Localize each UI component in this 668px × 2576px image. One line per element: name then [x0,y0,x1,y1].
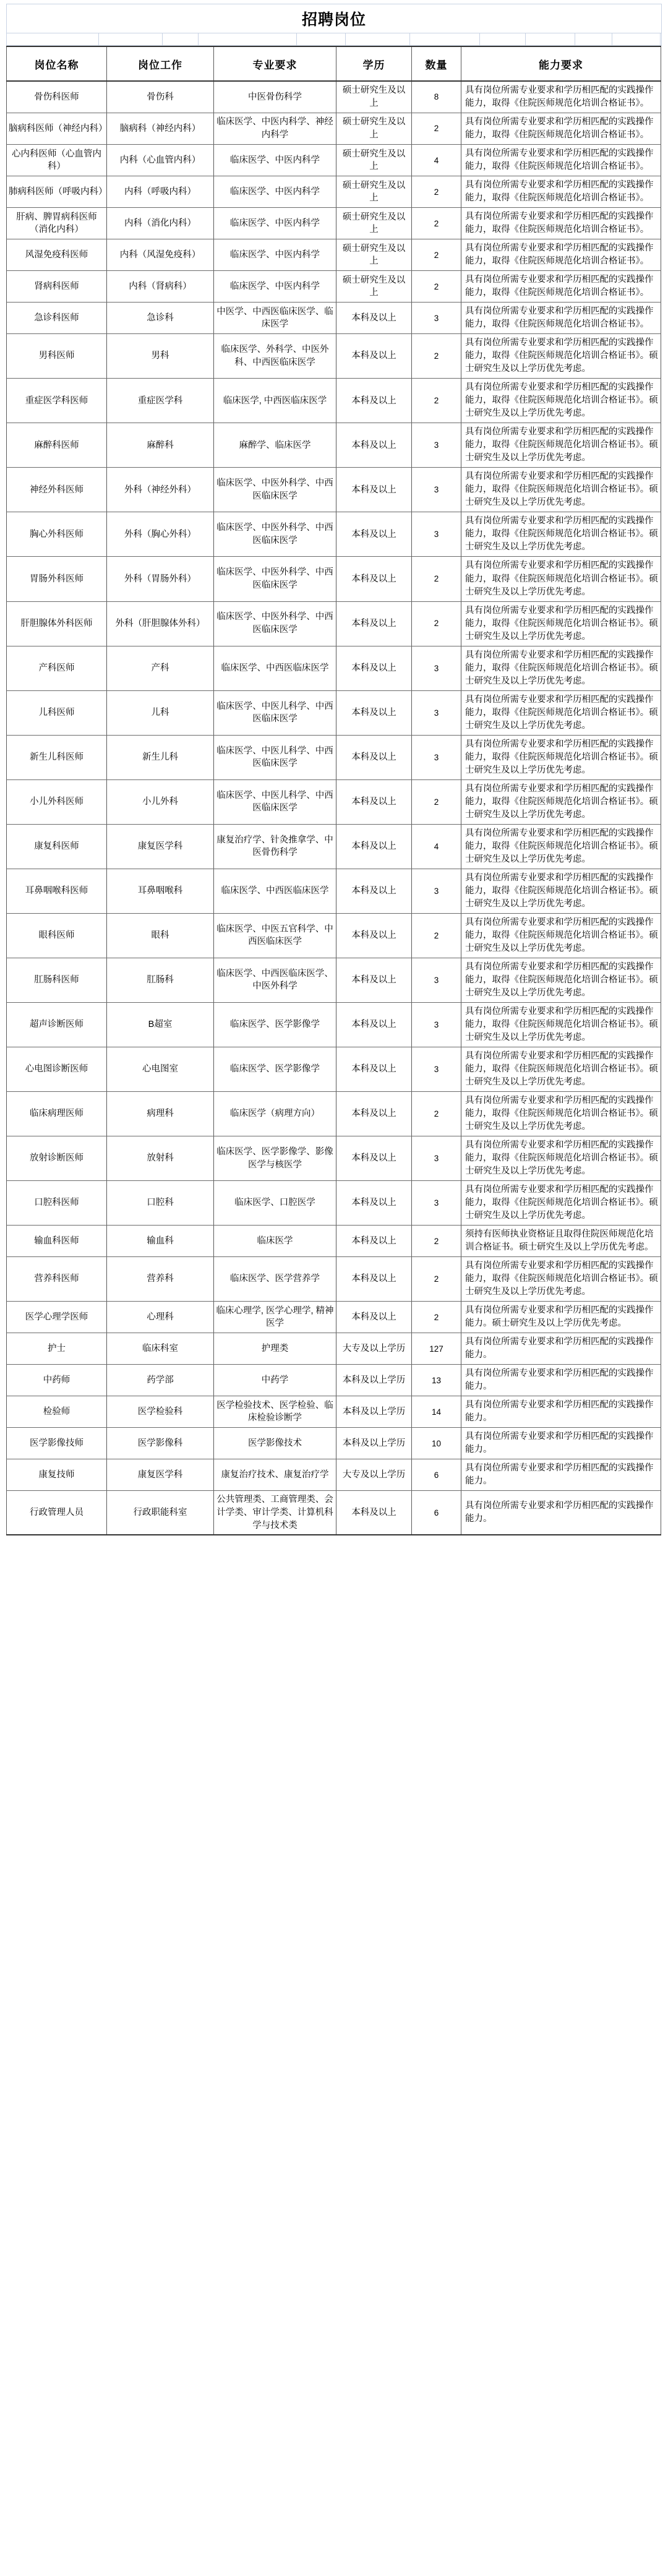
cell-dept: 小儿外科 [107,779,214,824]
cell-req: 具有岗位所需专业要求和学历相匹配的实践操作能力，取得《住院医师规范化培训合格证书》。硕士研究生及以上学历优先考虑。 [461,1257,661,1302]
cell-dept: 康复医学科 [107,824,214,869]
cell-name: 急诊科医师 [7,303,107,334]
cell-edu: 本科及以上 [336,1136,412,1181]
cell-dept: 外科（胃肠外科） [107,557,214,601]
cell-qty: 6 [412,1491,461,1535]
recruitment-sheet [0,4,668,1535]
table-row [7,1396,661,1428]
cell-major: 临床医学、医学影像学 [214,1047,336,1092]
cell-qty: 2 [412,1092,461,1136]
cell-qty: 2 [412,208,461,239]
cell-name: 胃肠外科医师 [7,557,107,601]
cell-req: 具有岗位所需专业要求和学历相匹配的实践操作能力。 [461,1428,661,1459]
cell-dept: 脑病科（神经内科） [107,113,214,145]
cell-dept: 输血科 [107,1226,214,1257]
cell-edu: 硕士研究生及以上 [336,145,412,176]
cell-dept: 外科（肝胆腺体外科） [107,601,214,646]
cell-qty: 2 [412,379,461,423]
cell-req: 具有岗位所需专业要求和学历相匹配的实践操作能力，取得《住院医师规范化培训合格证书》。 [461,113,661,145]
cell-req: 具有岗位所需专业要求和学历相匹配的实践操作能力，取得《住院医师规范化培训合格证书》。硕士研究生及以上学历优先考虑。 [461,958,661,1002]
cell-qty: 3 [412,303,461,334]
table-row [7,176,661,208]
cell-req: 具有岗位所需专业要求和学历相匹配的实践操作能力，取得《住院医师规范化培训合格证书》。硕士研究生及以上学历优先考虑。 [461,1136,661,1181]
cell-name: 输血科医师 [7,1226,107,1257]
cell-dept: 临床科室 [107,1333,214,1365]
title-band [6,4,662,33]
cell-major: 康复治疗技术、康复治疗学 [214,1459,336,1491]
cell-qty: 3 [412,735,461,779]
cell-edu: 硕士研究生及以上 [336,176,412,208]
cell-req: 具有岗位所需专业要求和学历相匹配的实践操作能力，取得《住院医师规范化培训合格证书》。硕士研究生及以上学历优先考虑。 [461,334,661,379]
cell-name: 重症医学科医师 [7,379,107,423]
cell-name: 小儿外科医师 [7,779,107,824]
cell-major: 康复治疗学、针灸推拿学、中医骨伤科学 [214,824,336,869]
cell-major: 医学影像技术 [214,1428,336,1459]
cell-qty: 2 [412,779,461,824]
cell-major: 公共管理类、工商管理类、会计学类、审计学类、计算机科学与技术类 [214,1491,336,1535]
cell-major: 临床医学、中西医临床医学 [214,646,336,690]
cell-major: 中医学、中西医临床医学、临床医学 [214,303,336,334]
cell-edu: 本科及以上学历 [336,1428,412,1459]
cell-edu: 硕士研究生及以上 [336,113,412,145]
cell-req: 具有岗位所需专业要求和学历相匹配的实践操作能力，取得《住院医师规范化培训合格证书》。硕士研究生及以上学历优先考虑。 [461,1181,661,1226]
cell-qty: 2 [412,334,461,379]
cell-qty: 4 [412,824,461,869]
cell-req: 具有岗位所需专业要求和学历相匹配的实践操作能力，取得《住院医师规范化培训合格证书》。硕士研究生及以上学历优先考虑。 [461,379,661,423]
cell-req: 具有岗位所需专业要求和学历相匹配的实践操作能力，取得《住院医师规范化培训合格证书》。硕士研究生及以上学历优先考虑。 [461,512,661,557]
recruitment-table [6,46,661,1535]
cell-qty: 3 [412,1181,461,1226]
cell-major: 临床医学、中医内科学 [214,145,336,176]
cell-dept: 耳鼻咽喉科 [107,869,214,913]
table-row [7,913,661,958]
table-row [7,113,661,145]
cell-edu: 本科及以上 [336,557,412,601]
cell-major: 临床医学、中医内科学 [214,208,336,239]
cell-edu: 本科及以上 [336,779,412,824]
cell-qty: 2 [412,1226,461,1257]
cell-qty: 2 [412,176,461,208]
table-row [7,1491,661,1535]
cell-dept: 男科 [107,334,214,379]
cell-req: 具有岗位所需专业要求和学历相匹配的实践操作能力。 [461,1491,661,1535]
cell-major: 麻醉学、临床医学 [214,423,336,468]
cell-dept: 眼科 [107,913,214,958]
cell-major: 临床医学（病理方向） [214,1092,336,1136]
cell-major: 临床医学、中医外科学、中西医临床医学 [214,468,336,512]
cell-major: 临床医学、中医儿科学、中西医临床医学 [214,779,336,824]
cell-major: 临床医学、中医内科学 [214,239,336,271]
cell-edu: 本科及以上 [336,1092,412,1136]
cell-dept: 麻醉科 [107,423,214,468]
cell-req: 具有岗位所需专业要求和学历相匹配的实践操作能力，取得《住院医师规范化培训合格证书》。 [461,176,661,208]
cell-qty: 3 [412,423,461,468]
cell-major: 临床医学, 中西医临床医学 [214,379,336,423]
cell-edu: 本科及以上 [336,690,412,735]
cell-edu: 本科及以上 [336,468,412,512]
cell-major: 临床医学、中医外科学、中西医临床医学 [214,512,336,557]
cell-req: 具有岗位所需专业要求和学历相匹配的实践操作能力，取得《住院医师规范化培训合格证书》。 [461,208,661,239]
cell-major: 临床医学、外科学、中医外科、中西医临床医学 [214,334,336,379]
cell-qty: 3 [412,1002,461,1047]
cell-major: 中药学 [214,1365,336,1396]
cell-edu: 本科及以上 [336,1257,412,1302]
cell-name: 肝病、脾胃病科医师（消化内科） [7,208,107,239]
cell-req: 具有岗位所需专业要求和学历相匹配的实践操作能力，取得《住院医师规范化培训合格证书》。硕士研究生及以上学历优先考虑。 [461,423,661,468]
cell-dept: 内科（肾病科） [107,271,214,303]
table-row [7,208,661,239]
cell-qty: 2 [412,913,461,958]
cell-qty: 3 [412,690,461,735]
cell-name: 放射诊断医师 [7,1136,107,1181]
cell-edu: 大专及以上学历 [336,1333,412,1365]
cell-major: 临床心理学, 医学心理学, 精神医学 [214,1302,336,1333]
table-row [7,1428,661,1459]
cell-req: 具有岗位所需专业要求和学历相匹配的实践操作能力，取得《住院医师规范化培训合格证书》。 [461,239,661,271]
cell-req: 具有岗位所需专业要求和学历相匹配的实践操作能力，取得《住院医师规范化培训合格证书》。硕士研究生及以上学历优先考虑。 [461,735,661,779]
cell-major: 临床医学、医学影像学、影像医学与核医学 [214,1136,336,1181]
cell-qty: 4 [412,145,461,176]
cell-name: 行政管理人员 [7,1491,107,1535]
cell-edu: 硕士研究生及以上 [336,81,412,113]
cell-major: 临床医学、中医儿科学、中西医临床医学 [214,735,336,779]
cell-dept: 内科（风湿免疫科） [107,239,214,271]
cell-edu: 本科及以上 [336,303,412,334]
cell-req: 具有岗位所需专业要求和学历相匹配的实践操作能力。 [461,1365,661,1396]
table-row [7,601,661,646]
cell-req: 具有岗位所需专业要求和学历相匹配的实践操作能力，取得《住院医师规范化培训合格证书》。硕士研究生及以上学历优先考虑。 [461,824,661,869]
cell-edu: 本科及以上 [336,913,412,958]
cell-dept: 康复医学科 [107,1459,214,1491]
column-header-edu: 学历 [336,46,412,81]
cell-major: 临床医学、中医五官科学、中西医临床医学 [214,913,336,958]
table-row [7,303,661,334]
cell-name: 护士 [7,1333,107,1365]
table-row [7,690,661,735]
table-row [7,958,661,1002]
cell-name: 口腔科医师 [7,1181,107,1226]
table-row [7,1181,661,1226]
cell-major: 临床医学、中医内科学、神经内科学 [214,113,336,145]
cell-qty: 2 [412,271,461,303]
column-header-major: 专业要求 [214,46,336,81]
cell-name: 眼科医师 [7,913,107,958]
table-row [7,1047,661,1092]
cell-qty: 3 [412,1136,461,1181]
cell-edu: 本科及以上 [336,1181,412,1226]
table-row [7,334,661,379]
cell-edu: 本科及以上 [336,1491,412,1535]
cell-qty: 8 [412,81,461,113]
cell-major: 临床医学、口腔医学 [214,1181,336,1226]
cell-name: 康复科医师 [7,824,107,869]
cell-name: 医学影像技师 [7,1428,107,1459]
cell-dept: 新生儿科 [107,735,214,779]
cell-edu: 本科及以上 [336,1047,412,1092]
table-row [7,1092,661,1136]
cell-edu: 本科及以上学历 [336,1396,412,1428]
cell-qty: 10 [412,1428,461,1459]
column-header-dept: 岗位工作 [107,46,214,81]
cell-dept: 医学检验科 [107,1396,214,1428]
cell-req: 具有岗位所需专业要求和学历相匹配的实践操作能力，取得《住院医师规范化培训合格证书》。硕士研究生及以上学历优先考虑。 [461,468,661,512]
cell-name: 临床病理医师 [7,1092,107,1136]
table-row [7,646,661,690]
cell-major: 临床医学、中医内科学 [214,176,336,208]
cell-name: 脑病科医师（神经内科） [7,113,107,145]
cell-major: 临床医学、中医内科学 [214,271,336,303]
cell-edu: 本科及以上 [336,1002,412,1047]
cell-edu: 本科及以上学历 [336,1365,412,1396]
cell-edu: 大专及以上学历 [336,1459,412,1491]
table-row [7,869,661,913]
table-row [7,271,661,303]
cell-dept: 药学部 [107,1365,214,1396]
cell-name: 神经外科医师 [7,468,107,512]
table-row [7,735,661,779]
cell-edu: 本科及以上 [336,735,412,779]
cell-name: 中药师 [7,1365,107,1396]
cell-dept: 肛肠科 [107,958,214,1002]
cell-edu: 本科及以上 [336,646,412,690]
table-row [7,1002,661,1047]
column-header-qty: 数量 [412,46,461,81]
cell-name: 心电图诊断医师 [7,1047,107,1092]
table-row [7,1365,661,1396]
cell-qty: 3 [412,869,461,913]
cell-dept: 行政职能科室 [107,1491,214,1535]
cell-edu: 本科及以上 [336,1302,412,1333]
cell-edu: 本科及以上 [336,423,412,468]
column-header-req: 能力要求 [461,46,661,81]
cell-req: 具有岗位所需专业要求和学历相匹配的实践操作能力，取得《住院医师规范化培训合格证书》。硕士研究生及以上学历优先考虑。 [461,1047,661,1092]
cell-dept: 急诊科 [107,303,214,334]
table-row [7,1459,661,1491]
cell-qty: 2 [412,239,461,271]
table-row [7,379,661,423]
cell-req: 具有岗位所需专业要求和学历相匹配的实践操作能力。 [461,1459,661,1491]
cell-dept: 放射科 [107,1136,214,1181]
table-row [7,1226,661,1257]
table-row [7,779,661,824]
cell-req: 具有岗位所需专业要求和学历相匹配的实践操作能力，取得《住院医师规范化培训合格证书》。硕士研究生及以上学历优先考虑。 [461,601,661,646]
cell-edu: 本科及以上 [336,824,412,869]
cell-name: 肾病科医师 [7,271,107,303]
cell-edu: 硕士研究生及以上 [336,208,412,239]
cell-name: 医学心理学医师 [7,1302,107,1333]
cell-req: 具有岗位所需专业要求和学历相匹配的实践操作能力，取得《住院医师规范化培训合格证书》。硕士研究生及以上学历优先考虑。 [461,1092,661,1136]
table-header [7,46,661,81]
gridline-spacer-row [6,33,662,46]
cell-dept: 产科 [107,646,214,690]
cell-dept: 口腔科 [107,1181,214,1226]
cell-major: 中医骨伤科学 [214,81,336,113]
table-body [7,81,661,1535]
page-title: 招聘岗位 [301,11,366,28]
cell-req: 具有岗位所需专业要求和学历相匹配的实践操作能力，取得《住院医师规范化培训合格证书》。 [461,271,661,303]
cell-req: 须持有医师执业资格证且取得住院医师规范化培训合格证书。硕士研究生及以上学历优先考虑。 [461,1226,661,1257]
cell-edu: 本科及以上 [336,379,412,423]
cell-name: 骨伤科医师 [7,81,107,113]
cell-req: 具有岗位所需专业要求和学历相匹配的实践操作能力，取得《住院医师规范化培训合格证书》。硕士研究生及以上学历优先考虑。 [461,1002,661,1047]
cell-dept: 骨伤科 [107,81,214,113]
cell-edu: 本科及以上 [336,601,412,646]
cell-dept: 儿科 [107,690,214,735]
cell-req: 具有岗位所需专业要求和学历相匹配的实践操作能力，取得《住院医师规范化培训合格证书》。 [461,303,661,334]
cell-edu: 硕士研究生及以上 [336,271,412,303]
cell-qty: 127 [412,1333,461,1365]
cell-qty: 3 [412,646,461,690]
cell-major: 临床医学、中医儿科学、中西医临床医学 [214,690,336,735]
column-header-name: 岗位名称 [7,46,107,81]
cell-dept: 病理科 [107,1092,214,1136]
cell-req: 具有岗位所需专业要求和学历相匹配的实践操作能力，取得《住院医师规范化培训合格证书》。 [461,145,661,176]
cell-req: 具有岗位所需专业要求和学历相匹配的实践操作能力，取得《住院医师规范化培训合格证书》。硕士研究生及以上学历优先考虑。 [461,646,661,690]
cell-dept: 医学影像科 [107,1428,214,1459]
table-row [7,1136,661,1181]
cell-name: 新生儿科医师 [7,735,107,779]
cell-req: 具有岗位所需专业要求和学历相匹配的实践操作能力。 [461,1333,661,1365]
cell-name: 检验师 [7,1396,107,1428]
cell-major: 临床医学、医学营养学 [214,1257,336,1302]
cell-name: 麻醉科医师 [7,423,107,468]
cell-name: 胸心外科医师 [7,512,107,557]
cell-name: 心内科医师（心血管内科） [7,145,107,176]
cell-edu: 本科及以上 [336,958,412,1002]
cell-edu: 本科及以上 [336,334,412,379]
cell-qty: 2 [412,557,461,601]
cell-major: 护理类 [214,1333,336,1365]
cell-edu: 硕士研究生及以上 [336,239,412,271]
cell-req: 具有岗位所需专业要求和学历相匹配的实践操作能力，取得《住院医师规范化培训合格证书》。硕士研究生及以上学历优先考虑。 [461,690,661,735]
cell-qty: 2 [412,601,461,646]
cell-qty: 3 [412,512,461,557]
cell-major: 临床医学、中西医临床医学、中医外科学 [214,958,336,1002]
cell-dept: 营养科 [107,1257,214,1302]
cell-major: 临床医学、中医外科学、中西医临床医学 [214,557,336,601]
cell-major: 临床医学、医学影像学 [214,1002,336,1047]
cell-qty: 3 [412,468,461,512]
table-row [7,423,661,468]
cell-dept: 外科（神经外科） [107,468,214,512]
cell-dept: 心电图室 [107,1047,214,1092]
table-row [7,239,661,271]
cell-req: 具有岗位所需专业要求和学历相匹配的实践操作能力，取得《住院医师规范化培训合格证书》。硕士研究生及以上学历优先考虑。 [461,557,661,601]
table-row [7,1257,661,1302]
table-row [7,468,661,512]
cell-major: 临床医学 [214,1226,336,1257]
cell-name: 肝胆腺体外科医师 [7,601,107,646]
table-row [7,512,661,557]
cell-qty: 2 [412,113,461,145]
cell-qty: 13 [412,1365,461,1396]
cell-dept: B超室 [107,1002,214,1047]
cell-req: 具有岗位所需专业要求和学历相匹配的实践操作能力，取得《住院医师规范化培训合格证书》。 [461,81,661,113]
cell-qty: 2 [412,1257,461,1302]
cell-dept: 内科（心血管内科） [107,145,214,176]
cell-req: 具有岗位所需专业要求和学历相匹配的实践操作能力，取得《住院医师规范化培训合格证书》。硕士研究生及以上学历优先考虑。 [461,869,661,913]
table-row [7,81,661,113]
table-row [7,557,661,601]
cell-req: 具有岗位所需专业要求和学历相匹配的实践操作能力，取得《住院医师规范化培训合格证书》。硕士研究生及以上学历优先考虑。 [461,779,661,824]
cell-major: 临床医学、中医外科学、中西医临床医学 [214,601,336,646]
cell-name: 男科医师 [7,334,107,379]
cell-edu: 本科及以上 [336,512,412,557]
cell-qty: 3 [412,1047,461,1092]
cell-name: 风湿免疫科医师 [7,239,107,271]
cell-name: 耳鼻咽喉科医师 [7,869,107,913]
cell-qty: 2 [412,1302,461,1333]
cell-dept: 内科（呼吸内科） [107,176,214,208]
cell-major: 医学检验技术、医学检验、临床检验诊断学 [214,1396,336,1428]
cell-qty: 3 [412,958,461,1002]
cell-req: 具有岗位所需专业要求和学历相匹配的实践操作能力。 [461,1396,661,1428]
cell-major: 临床医学、中西医临床医学 [214,869,336,913]
cell-name: 肺病科医师（呼吸内科） [7,176,107,208]
cell-dept: 心理科 [107,1302,214,1333]
cell-name: 儿科医师 [7,690,107,735]
cell-edu: 本科及以上 [336,1226,412,1257]
cell-name: 肛肠科医师 [7,958,107,1002]
cell-req: 具有岗位所需专业要求和学历相匹配的实践操作能力，取得《住院医师规范化培训合格证书》。硕士研究生及以上学历优先考虑。 [461,913,661,958]
cell-name: 营养科医师 [7,1257,107,1302]
cell-edu: 本科及以上 [336,869,412,913]
cell-dept: 内科（消化内科） [107,208,214,239]
cell-name: 康复技师 [7,1459,107,1491]
cell-dept: 外科（胸心外科） [107,512,214,557]
table-row [7,1333,661,1365]
table-row [7,1302,661,1333]
table-row [7,824,661,869]
cell-name: 超声诊断医师 [7,1002,107,1047]
cell-qty: 6 [412,1459,461,1491]
table-row [7,145,661,176]
cell-name: 产科医师 [7,646,107,690]
cell-req: 具有岗位所需专业要求和学历相匹配的实践操作能力。硕士研究生及以上学历优先考虑。 [461,1302,661,1333]
header-row [7,46,661,81]
cell-qty: 14 [412,1396,461,1428]
cell-dept: 重症医学科 [107,379,214,423]
